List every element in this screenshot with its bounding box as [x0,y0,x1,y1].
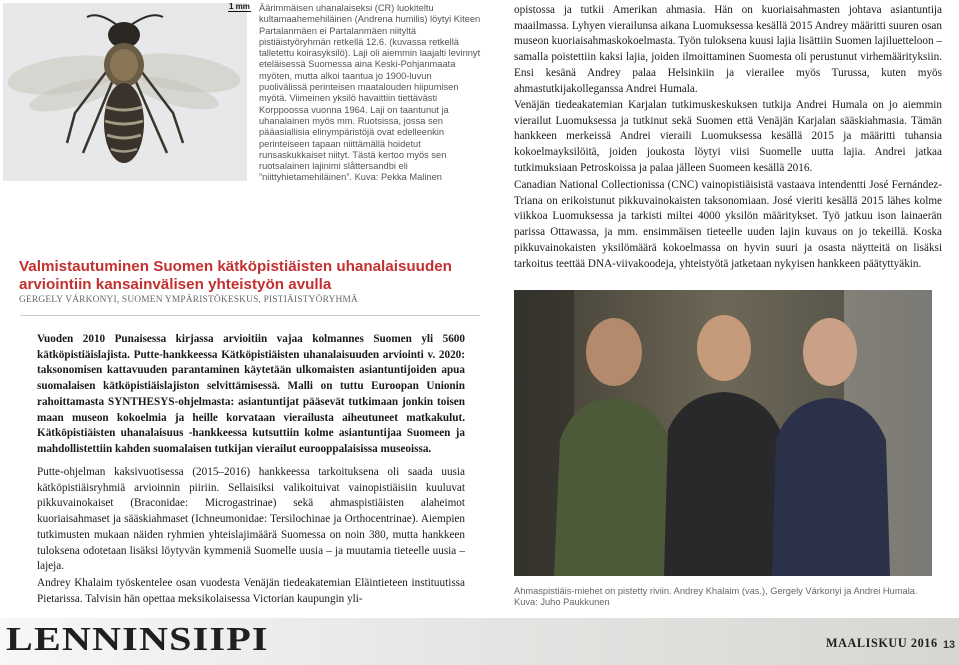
bee-photo [3,3,247,181]
page-number: 13 [943,639,956,651]
bee-illustration [3,3,247,181]
group-photo-caption: Ahmaspistiäis-miehet on pistetty riviin. Andrey Khalaim (vas.), Gergely Várkonyi ja Andrei Humala. Kuva: Juho Paukkunen [514,586,918,608]
article-paragraph: Andrey Khalaim työskentelee osan vuodesta Venäjän tiedeakatemian Eläintieteen instituutissa Pietarissa. Talvisin hän opettaa meksikolaisessa Victorian kaupungin yli- [37,577,465,605]
article-paragraph: Canadian National Collectionissa (CNC) vainopistiäisistä vastaava intendentti José Fernández-Triana on erikoistunut pikkuvainokaisten taksonomiaan. José vieriti kesällä 2015 lähes kolme viikkoa Luomuksessa ja tarkisti miltei 4000 yksilön määritykset. Työ jatkuu ison lainaerän parissa Ottawassa, ja mm. ensimmäisen tieteelle uuden lajin kuvaus on jo tekeillä. Koska pikkuvainokaisten yksilömäärä kokoelmassa on hyvin suuri ja osasta näytteitä on lisäksi tarkoitus teettää DNA-viivakoodeja, yhteistyötä jatketaan nykyisen hankkeen päätyttyäkin. [514,179,942,270]
divider [20,315,480,316]
group-photo [514,290,932,576]
article-lead: Vuoden 2010 Punaisessa kirjassa arvioitiin vajaa kolmannes Suomen yli 5600 kätköpistiäislajista. Putte-hankkeessa Kätköpistiäisten uhanalaisuuden arviointi v. 2020: taksonomisen kattavuuden parantaminen käytetään ulkomaisten asiantuntijoiden apua suomalaisen kätköpistiäislajiston selvittämisessä. Malli on tuttu Euroopan Unionin rahoittamasta SYNTHESYS-ohjelmasta: asiantuntijat pääsevät tutkimaan jonkin toisen maan museon kokoelmia ja heille korvataan vierailusta aiheutuneet matkakulut. Kätköpistiäisten uhanalaisuus -hankkeessa kutsuttiin kolme asiantuntijaa Suomeen ja mahdollistettiin kahden suomalaisen tutkijan vierailut eurooppalaisissa museoissa. [37,333,465,455]
issue-label: MAALISKUU 2016 [826,636,938,650]
article-paragraph: Putte-ohjelman kaksivuotisessa (2015–2016) hankkeessa tarkoituksena oli saada uusia kätköpistiäisryhmiä arvioinnin piiriin. Sellaisiksi valikoituivat vainopistiäisiin kuuluvat pikkuvainokaiset (Braconidae: Microgastrinae) sekä ahmaspistiäisten alaheimot kuoriaisahmaset ja sääskiahmaset (Ichneumonidae: Tersilochinae ja Orthocentrinae). Aiempien tutkimusten mukaan näiden ryhmien yhteislajimäärä Suomessa on noin 380, mutta hankkeen tuloksena odotetaan lisäksi löytyvän kymmeniä Suomelle uusia – ja muutamia tieteelle uusia – lajeja. [37,466,465,573]
magazine-logo: LENNINSIIPI [6,621,269,658]
group-photo-illustration [514,290,932,576]
article-paragraph: Venäjän tiedeakatemian Karjalan tutkimuskeskuksen tutkija Andrei Humala on jo aiemmin vierailut Luomuksessa ja tutkinut sekä Suomen että Venäjän Karjalan sääskiahmasia. Tämän hankkeen merkeissä Andrei vieraili Luomuksessa kesällä 2015 ja määritti tuhansia kokoelmayksilöitä, joiden joukosta löytyi viisi Suomelle uutta lajia. Andrei jatkaa tutkimuksiaan Petroskoissa ja palaa jälleen Suomeen kesällä 2016. [514,99,942,174]
article-paragraph: opistossa ja tutkii Amerikan ahmasia. Hän on kuoriaisahmasten johtava asiantuntija maailmassa. Lyhyen vierailunsa aikana Luomuksessa kesällä 2015 Andrey määritti suuren osan museon kuoriaisahmaskokoelmasta. Työn tuloksena kuusi lajia lisättiin Suomen lajiluetteloon – samalla poistettiin kaksi lajia, joiden ilmoittaminen Suomesta oli perustunut virhemäärityksiin. Ensi kesänä Andrey palaa Helsinkiin ja vierailee myös Turussa, kuten myös ahmastutkijakolleganssa Andrei Humala. [514,4,942,95]
scale-label: 1 mm [229,2,250,11]
bee-photo-caption: Äärimmäisen uhanalaiseksi (CR) luokiteltu kultamaahemehiläinen (Andrena humilis) löytyi Kiteen Partalanmäen ei Partalanmäen niityltä pistiäistyöryhmän retkellä 12.6. (kuvassa retkellä talletettu koirasyksilö). Laji oli aiemmin laajalti levinnyt eteläisessä Suomessa aina Keski-Pohjanmaata myöten, mutta alkoi taantua jo 1900-luvun puolivälissä perinteisen maatalouden hiipumisen myötä. Viimeinen yksilö havaittiin tiettävästi Korppoossa vuonna 1964. Laji on taantunut ja uhanalainen myös mm. Ruotsissa, jossa sen pääasiallisia elinympäristöjä ovat edelleenkin perinteiseen tapaan niittämällä hoidetut runsaskukkaiset niityt. Tästä kertoo myös sen ruotsalainen lajinimi slåttersandbi eli ”niittyhietamehiläinen”. Kuva: Pekka Malinen [259,3,481,183]
article-title: Valmistautuminen Suomen kätköpistiäisten uhanalaisuuden arviointiin kansainvälisen yhteistyön avulla [19,258,452,293]
article-byline: GERGELY VÁRKONYI, SUOMEN YMPÄRISTÖKESKUS, PISTIÄISTYÖRYHMÄ [19,295,358,305]
